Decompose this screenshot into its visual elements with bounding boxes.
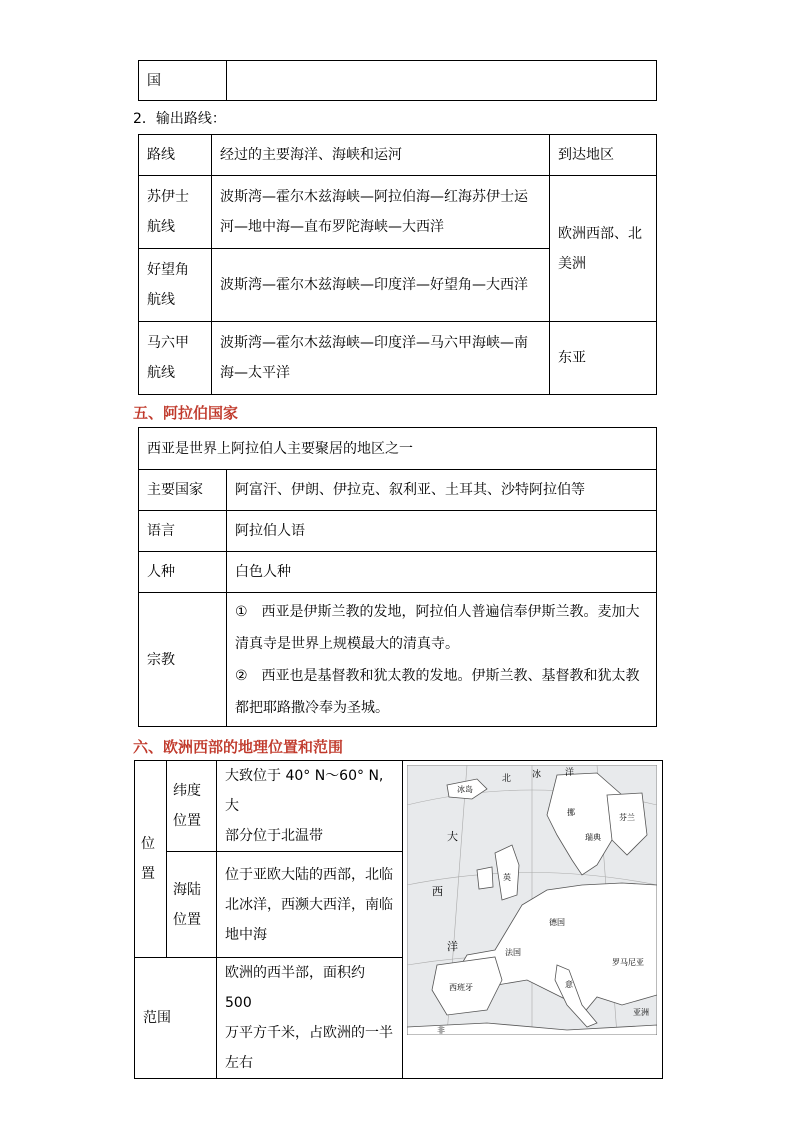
map-label-italy: 意 <box>565 980 573 989</box>
language-label: 语言 <box>139 511 227 552</box>
dest-eastasia: 东亚 <box>550 322 657 395</box>
map-label-asia: 亚洲 <box>633 1008 649 1017</box>
position-label: 位 置 <box>135 761 167 958</box>
section5-title: 五、阿拉伯国家 <box>133 404 239 422</box>
section6-title: 六、欧洲西部的地理位置和范围 <box>133 738 344 756</box>
map-label-romania: 罗马尼亚 <box>612 958 644 967</box>
map-label-ice: 冰 <box>532 770 542 780</box>
header-route: 路线 <box>139 135 212 176</box>
header-path: 经过的主要海洋、海峡和运河 <box>212 135 550 176</box>
path-suez: 波斯湾—霍尔木兹海峡—阿拉伯海—红海苏伊士运 河—地中海—直布罗陀海峡—大西洋 <box>212 176 550 249</box>
map-label-norway: 挪 <box>567 808 575 817</box>
lat-label: 纬度 位置 <box>167 761 217 852</box>
countries-label: 主要国家 <box>139 470 227 511</box>
map-label-africa: 非 <box>437 1026 445 1035</box>
route-suez: 苏伊士 航线 <box>139 176 212 249</box>
map-label-iceland: 冰岛 <box>457 785 473 794</box>
map-label-uk: 英 <box>503 873 511 882</box>
path-malacca: 波斯湾—霍尔木兹海峡—印度洋—马六甲海峡—南 海—太平洋 <box>212 322 550 395</box>
language-value: 阿拉伯人语 <box>227 511 657 552</box>
country-table <box>138 60 657 101</box>
header-destination: 到达地区 <box>550 135 657 176</box>
map-label-spain: 西班牙 <box>449 983 473 992</box>
scope-value: 欧洲的西半部，面积约 500 万平方千米，占欧洲的一半 左右 <box>217 958 403 1079</box>
country-label-cell: 国 <box>139 61 227 101</box>
route-cape: 好望角 航线 <box>139 249 212 322</box>
scope-label: 范围 <box>135 958 217 1079</box>
sea-value: 位于亚欧大陆的西部，北临 北冰洋，西濒大西洋，南临 地中海 <box>217 852 403 958</box>
map-label-yang: 洋 <box>447 940 458 953</box>
arab-countries-table <box>138 427 657 727</box>
map-label-ocean-n: 洋 <box>565 768 575 778</box>
map-label-north: 北 <box>502 774 512 784</box>
west-europe-map <box>407 765 657 1035</box>
countries-value: 阿富汗、伊朗、伊拉克、叙利亚、土耳其、沙特阿拉伯等 <box>227 470 657 511</box>
map-label-germany: 德国 <box>549 918 565 927</box>
race-value: 白色人种 <box>227 552 657 593</box>
lat-value: 大致位于 40° N～60° N,大 部分位于北温带 <box>217 761 403 852</box>
route-malacca: 马六甲 航线 <box>139 322 212 395</box>
arab-intro: 西亚是世界上阿拉伯人主要聚居的地区之一 <box>139 428 657 470</box>
export-routes-table <box>138 134 657 395</box>
export-routes-title: 2．输出路线： <box>133 111 226 127</box>
path-cape: 波斯湾—霍尔木兹海峡—印度洋—好望角—大西洋 <box>212 249 550 322</box>
map-label-sweden: 瑞典 <box>585 833 601 842</box>
race-label: 人种 <box>139 552 227 593</box>
map-label-xi: 西 <box>432 885 443 898</box>
religion-label: 宗教 <box>139 593 227 727</box>
country-value-cell <box>227 61 657 101</box>
map-label-da: 大 <box>447 830 458 843</box>
sea-label: 海陆 位置 <box>167 852 217 958</box>
europe-map-cell <box>403 761 663 1079</box>
map-label-finland: 芬兰 <box>619 813 635 822</box>
religion-value: ① 西亚是伊斯兰教的发地，阿拉伯人普遍信奉伊斯兰教。麦加大 清真寺是世界上规模最大的清真寺。 ② 西亚也是基督教和犹太教的发地。伊斯兰教、基督教和犹太教 都把耶路撒冷奉为圣城。 <box>227 593 657 727</box>
europe-position-table <box>134 760 663 1079</box>
map-label-france: 法国 <box>505 948 521 957</box>
dest-europe: 欧洲西部、北 美洲 <box>550 176 657 322</box>
